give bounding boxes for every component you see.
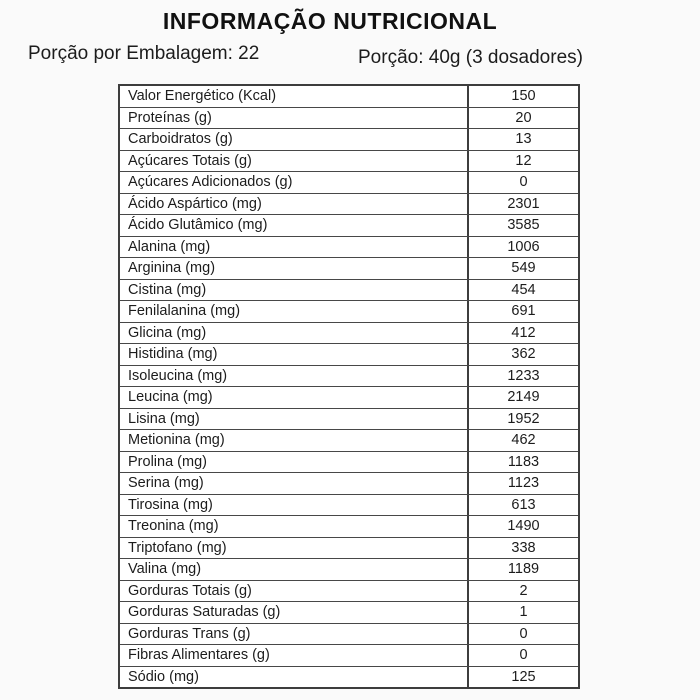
table-row — [120, 538, 578, 560]
nutrient-value: 549 — [511, 260, 536, 276]
nutrient-label: Gorduras Saturadas (g) — [120, 602, 469, 623]
nutrient-label: Triptofano (mg) — [120, 538, 469, 559]
nutrient-label: Açúcares Adicionados (g) — [120, 172, 469, 193]
nutrient-value: 13 — [515, 131, 532, 147]
nutrient-label: Ácido Glutâmico (mg) — [120, 215, 469, 236]
nutrient-label: Glicina (mg) — [120, 323, 469, 344]
nutrient-label: Valina (mg) — [120, 559, 469, 580]
page-title: INFORMAÇÃO NUTRICIONAL — [162, 8, 498, 34]
nutrient-value: 0 — [519, 174, 528, 190]
nutrient-value: 0 — [519, 625, 528, 642]
nutrient-value: 2149 — [507, 389, 540, 405]
table-row — [120, 215, 578, 237]
table-row — [120, 344, 578, 366]
nutrient-label: Ácido Aspártico (mg) — [120, 194, 469, 215]
table-row — [120, 624, 578, 646]
serving-size-text: Porção: 40g (3 dosadores) — [358, 47, 583, 68]
nutrient-value: 462 — [511, 432, 536, 448]
nutrient-value: 1 — [519, 604, 528, 620]
table-row — [120, 172, 578, 194]
nutrient-value: 0 — [519, 647, 528, 663]
nutrient-label: Fenilalanina (mg) — [120, 301, 469, 322]
nutrient-label: Açúcares Totais (g) — [120, 151, 469, 172]
nutrient-label: Gorduras Totais (g) — [120, 581, 469, 602]
nutrient-value: 1490 — [507, 518, 540, 534]
table-row — [120, 129, 578, 151]
nutrient-value: 3585 — [507, 217, 540, 233]
nutrient-label: Lisina (mg) — [120, 409, 469, 430]
nutrient-label: Carboidratos (g) — [120, 129, 469, 150]
nutrient-label: Sódio (mg) — [120, 667, 469, 688]
nutrient-label: Gorduras Trans (g) — [120, 624, 469, 645]
table-row — [120, 667, 578, 688]
nutrient-label: Treonina (mg) — [120, 516, 469, 537]
table-row — [120, 108, 578, 130]
nutrient-label: Fibras Alimentares (g) — [120, 645, 469, 666]
table-row — [120, 301, 578, 323]
nutrient-value: 1189 — [507, 561, 540, 577]
nutrient-label: Cistina (mg) — [120, 280, 469, 301]
table-row — [120, 387, 578, 409]
nutrient-value: 691 — [511, 303, 536, 319]
nutrient-label: Valor Energético (Kcal) — [120, 86, 469, 107]
nutrient-value: 412 — [511, 324, 536, 341]
nutrient-value: 12 — [515, 152, 532, 169]
nutrient-value: 1183 — [507, 453, 540, 470]
table-row — [120, 516, 578, 538]
nutrient-value: 1233 — [507, 367, 540, 384]
nutrient-value: 454 — [511, 281, 536, 298]
nutrient-label: Arginina (mg) — [120, 258, 469, 279]
table-row — [120, 409, 578, 431]
table-row — [120, 559, 578, 581]
nutrient-label: Leucina (mg) — [120, 387, 469, 408]
nutrient-label: Prolina (mg) — [120, 452, 469, 473]
table-row — [120, 430, 578, 452]
nutrient-value: 2301 — [507, 195, 540, 212]
nutrient-value: 1006 — [507, 238, 540, 255]
table-row — [120, 237, 578, 259]
nutrient-label: Tirosina (mg) — [120, 495, 469, 516]
nutrient-label: Isoleucina (mg) — [120, 366, 469, 387]
table-row — [120, 86, 578, 108]
nutrient-value: 125 — [511, 668, 536, 685]
nutrient-label: Serina (mg) — [120, 473, 469, 494]
table-row — [120, 645, 578, 667]
nutrient-label: Histidina (mg) — [120, 344, 469, 365]
nutrient-value: 1952 — [507, 410, 540, 427]
table-row — [120, 258, 578, 280]
table-row — [120, 581, 578, 603]
table-row — [120, 151, 578, 173]
nutrient-value: 1123 — [507, 475, 540, 491]
nutrient-value: 150 — [511, 88, 536, 104]
table-row — [120, 194, 578, 216]
table-row — [120, 602, 578, 624]
nutrient-value: 613 — [511, 496, 536, 513]
table-row — [120, 473, 578, 495]
servings-per-package-text: Porção por Embalagem: 22 — [28, 43, 260, 64]
table-row — [120, 452, 578, 474]
nutrient-label: Alanina (mg) — [120, 237, 469, 258]
table-row — [120, 323, 578, 345]
nutrition-table — [118, 84, 580, 689]
nutrient-value: 338 — [511, 539, 536, 556]
nutrient-label: Proteínas (g) — [120, 108, 469, 129]
table-row — [120, 495, 578, 517]
table-row — [120, 366, 578, 388]
nutrient-label: Metionina (mg) — [120, 430, 469, 451]
nutrient-value: 2 — [519, 582, 528, 599]
nutrient-value: 362 — [511, 346, 536, 362]
table-row — [120, 280, 578, 302]
nutrient-value: 20 — [515, 109, 532, 126]
